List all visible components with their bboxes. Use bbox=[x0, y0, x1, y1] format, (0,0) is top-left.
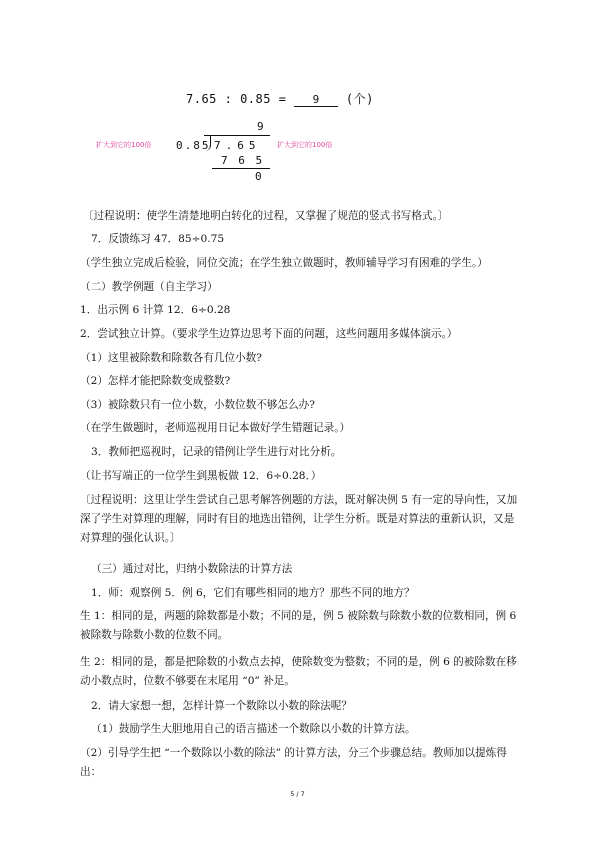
question-2a: （1）鼓励学生大胆地用自己的语言描述一个数除以小数的计算方法。 bbox=[91, 723, 416, 735]
page-number: 5 / 7 bbox=[290, 790, 305, 798]
question-2b bbox=[80, 744, 520, 782]
line-2: 7．反馈练习 47．85÷0.75 bbox=[91, 233, 225, 245]
question-1: 1．师：观察例 5．例 6，它们有哪些相同的地方？那些不同的地方？ bbox=[91, 587, 415, 599]
division-bar bbox=[204, 135, 270, 136]
division-remainder: 0 bbox=[255, 170, 262, 183]
annotation-right: 扩大到它的100倍 bbox=[277, 141, 333, 149]
line-3: （学生独立完成后检验，同位交流；在学生独立做题时，教师辅导学习有困难的学生。） bbox=[80, 257, 488, 269]
line-4: （二）教学例题（自主学习） bbox=[80, 281, 218, 293]
student-1-text: 生 1：相同的是，两题的除数都是小数；不同的是，例 5 被除数与除数小数的位数相同，例 6 被除数与除数小数的位数不同。 bbox=[80, 610, 517, 641]
equation-left: 7.65 : 0.85 = bbox=[186, 92, 287, 106]
student-2-text: 生 2：相同的是，都是把除数的小数点去掉，使除数变为整数；不同的是，例 6 的被除数在移动小数点时，位数不够要在末尾用 “0” 补足。 bbox=[80, 656, 517, 687]
line-10: （在学生做题时，老师巡视用日记本做好学生错题记录。） bbox=[80, 422, 351, 434]
annotation-left: 扩大到它的100倍 bbox=[96, 141, 152, 149]
line-12: （让书写端正的一位学生到黑板做 12．6÷0.28．） bbox=[80, 470, 322, 482]
division-line bbox=[212, 168, 270, 169]
line-6: 2．尝试独立计算。（要求学生边算边思考下面的问题，这些问题用多媒体演示。） bbox=[80, 328, 458, 340]
equation-answer: 9 bbox=[294, 94, 338, 107]
line-9: （3）被除数只有一位小数，小数位数不够怎么办? bbox=[80, 399, 315, 411]
line-5: 1．出示例 6 计算 12．6÷0.28 bbox=[80, 304, 231, 316]
division-dividend: 7.65 bbox=[214, 139, 261, 152]
student-1 bbox=[80, 607, 520, 645]
line-7: （1）这里被除数和除数各有几位小数? bbox=[80, 352, 262, 364]
student-2 bbox=[80, 653, 520, 691]
line-11: 3．教师把巡视时，记录的错例让学生进行对比分析。 bbox=[91, 446, 342, 458]
question-2: 2．请大家想一想，怎样计算一个数除以小数的除法呢？ bbox=[91, 700, 352, 712]
process-note bbox=[80, 491, 520, 548]
line-1: 〔过程说明：使学生清楚地明白转化的过程，又掌握了规范的竖式书写格式。〕 bbox=[83, 210, 449, 222]
section-3-heading: （三）通过对比，归纳小数除法的计算方法 bbox=[91, 563, 293, 575]
equation-unit: (个) bbox=[345, 92, 374, 106]
equation bbox=[186, 90, 374, 107]
process-note-text: 〔过程说明：这里让学生尝试自己思考解答例题的方法，既对解决例 5 有一定的导向性，又加深了学生对算理的理解，同时有目的地选出错例，让学生分析。既是对算法的重新认识，又是对算理的强化认识。〕 bbox=[80, 494, 518, 544]
division-quotient: 9 bbox=[257, 120, 264, 133]
question-2b-text: （2）引导学生把 “一个数除以小数的除法” 的计算方法，分三个步骤总结。教师加以提炼得出： bbox=[80, 747, 507, 778]
line-8: （2）怎样才能把除数变成整数? bbox=[80, 375, 231, 387]
division-divisor: 0.85 bbox=[176, 139, 211, 152]
division-product: 7 6 5 bbox=[221, 154, 265, 167]
